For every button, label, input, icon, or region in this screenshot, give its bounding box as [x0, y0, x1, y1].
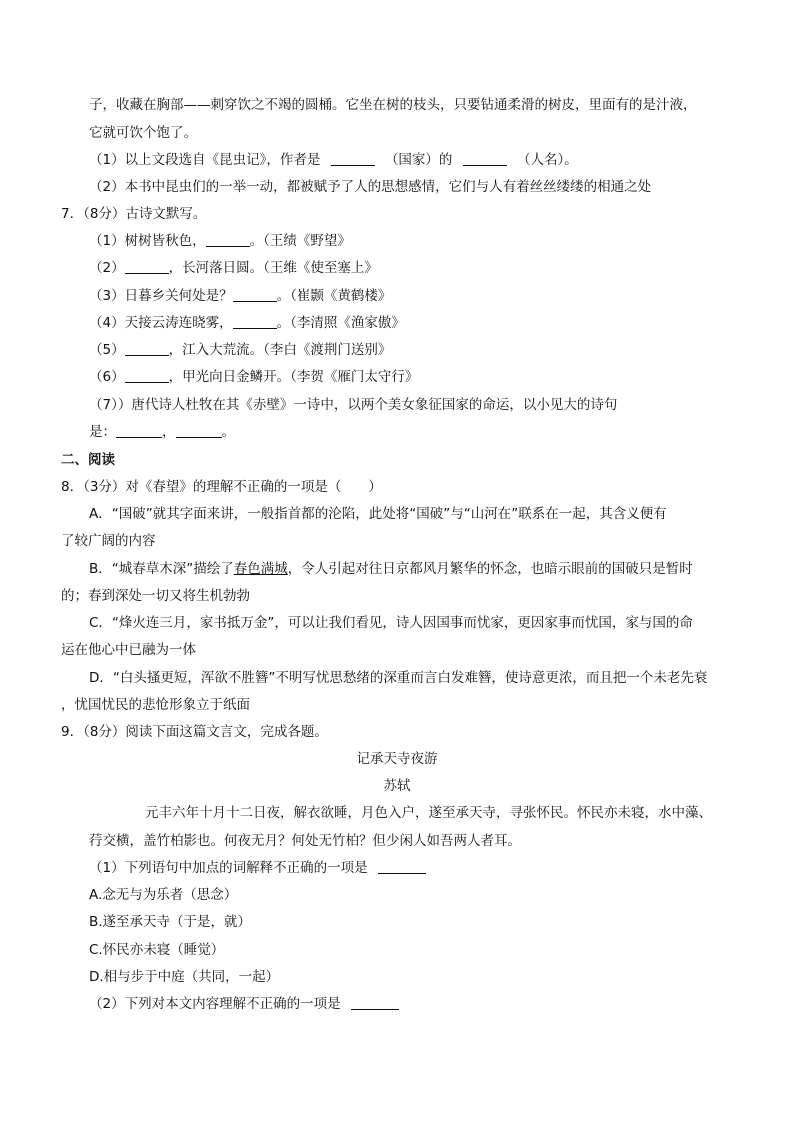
q7-item-7-text-c: 。	[221, 424, 235, 440]
q8-heading: 8．（3分）对《春望》的理解不正确的一项是（ ）	[61, 479, 382, 495]
q7-item-2-text-a: （2）	[89, 260, 125, 276]
answer-blank[interactable]	[125, 368, 169, 383]
q7-item-4	[89, 314, 405, 332]
q8-option-d-line-2: ，忧国忧民的悲怆形象立于纸面	[61, 697, 250, 713]
q7-item-3-text-a: （3）日暮乡关何处是？	[89, 288, 233, 304]
passage-text-line-1: 元丰六年十月十二日夜，解衣欲睡，月色入户，遂至承天寺，寻张怀民。怀民亦未寝，水中藻、	[145, 805, 712, 821]
q9-sub1	[89, 859, 426, 877]
q9-sub2-text: （2）下列对本文内容理解不正确的一项是	[89, 996, 341, 1012]
q7-item-2	[89, 259, 378, 277]
passage-text-line-2: 荇交横，盖竹柏影也。何夜无月？何处无竹柏？但少闲人如吾两人者耳。	[89, 833, 521, 849]
q7-item-2-text-b: ，长河落日圆。（王维《使至塞上》	[168, 260, 378, 276]
answer-blank[interactable]	[233, 287, 277, 302]
q6-continuation-line-2: 它就可饮个饱了。	[89, 125, 197, 141]
q7-item-6-text-b: ，甲光向日金鳞开。（李贺《雁门太守行》	[168, 369, 419, 385]
q9-sub1-option-b: B.遂至承天寺（于是，就）	[89, 914, 252, 930]
q9-sub1-option-c: C.怀民亦未寝（睡觉）	[89, 942, 225, 958]
q8-option-b-underlined: 春色满城	[233, 561, 288, 577]
passage-author: 苏轼	[383, 778, 411, 794]
answer-blank[interactable]	[351, 995, 399, 1010]
answer-blank[interactable]	[331, 151, 375, 166]
q7-item-7-text-b: ，	[162, 424, 176, 440]
q6-sub1-text-b: （国家）的	[384, 152, 453, 168]
q8-option-c-line-2: 运在他心中已融为一体	[61, 642, 196, 658]
answer-blank[interactable]	[378, 859, 426, 874]
q8-option-b-line-1	[89, 560, 693, 578]
answer-blank[interactable]	[125, 259, 169, 274]
q9-sub1-text: （1）下列语句中加点的词解释不正确的一项是	[89, 860, 368, 876]
q6-sub1-text-c: （人名）。	[517, 152, 578, 168]
answer-blank[interactable]	[176, 423, 222, 438]
q6-sub1-text-a: （1）以上文段选自《昆虫记》，作者是	[89, 152, 321, 168]
q7-item-1-text-a: （1）树树皆秋色，	[89, 233, 206, 249]
answer-blank[interactable]	[233, 314, 277, 329]
answer-blank[interactable]	[116, 423, 162, 438]
answer-blank[interactable]	[206, 232, 250, 247]
q7-item-1-text-b: 。（王绩《野望》	[249, 233, 351, 249]
q7-item-5-text-a: （5）	[89, 342, 125, 358]
q8-option-b-text-b: ，令人引起对往日京都风月繁华的怀念，也暗示眼前的国破只是暂时	[287, 561, 693, 577]
q6-sub2: （2）本书中昆虫们的一举一动，都被赋予了人的思想感情，它们与人有着丝丝缕缕的相通之处	[89, 179, 652, 195]
q7-item-7-answer-line	[89, 423, 235, 441]
answer-blank[interactable]	[125, 341, 169, 356]
q7-heading: 7．（8分）古诗文默写。	[61, 206, 207, 222]
q7-item-3	[89, 287, 391, 305]
q7-item-5-text-b: ，江入大荒流。（李白《渡荆门送别》	[168, 342, 392, 358]
q8-option-b-text-a: B．“城春草木深”描绘了	[89, 561, 234, 577]
passage-title: 记承天寺夜游	[356, 751, 438, 767]
q8-option-c-line-1: C．“烽火连三月，家书抵万金”，可以让我们看见，诗人因国事而忧家，更因家事而忧国，家与国的命	[89, 615, 693, 631]
q9-sub1-option-a: A.念无与为乐者（思念）	[89, 887, 238, 903]
q8-option-d-line-1: D．“白头搔更短，浑欲不胜簪”不明写忧思愁绪的深重而言白发难簪，使诗意更浓，而且把一个未老先衰	[89, 670, 708, 686]
q8-option-b-line-2: 的；春到深处一切又将生机勃勃	[61, 588, 250, 604]
q7-item-4-text-b: 。（李清照《渔家傲》	[276, 315, 405, 331]
q7-item-4-text-a: （4）天接云涛连晓雾，	[89, 315, 233, 331]
q8-option-a-line-1: A．“国破”就其字面来讲，一般指首都的沦陷，此处将“国破”与“山河在”联系在一起，其含义便有	[89, 506, 667, 522]
q7-item-3-text-b: 。（崔颢《黄鹤楼》	[276, 288, 392, 304]
section-heading-reading: 二、阅读	[61, 452, 115, 468]
q9-sub1-option-d: D.相与步于中庭（共同，一起）	[89, 969, 280, 985]
q7-item-1	[89, 232, 351, 250]
q6-continuation-line-1: 子，收藏在胸部——刺穿饮之不竭的圆桶。它坐在树的枝头，只要钻通柔滑的树皮，里面有的是汁液，	[89, 97, 697, 113]
q7-item-7: （7））唐代诗人杜牧在其《赤壁》一诗中，以两个美女象征国家的命运，以小见大的诗句	[89, 397, 618, 413]
q6-sub1	[89, 151, 578, 169]
q9-sub2	[89, 995, 399, 1013]
answer-blank[interactable]	[463, 151, 507, 166]
q9-heading: 9．（8分）阅读下面这篇文言文，完成各题。	[61, 724, 328, 740]
q7-item-7-text-a: 是：	[89, 424, 116, 440]
q7-item-5	[89, 341, 391, 359]
q7-item-6-text-a: （6）	[89, 369, 125, 385]
q8-option-a-line-2: 了较广阔的内容	[61, 533, 156, 549]
q7-item-6	[89, 368, 418, 386]
